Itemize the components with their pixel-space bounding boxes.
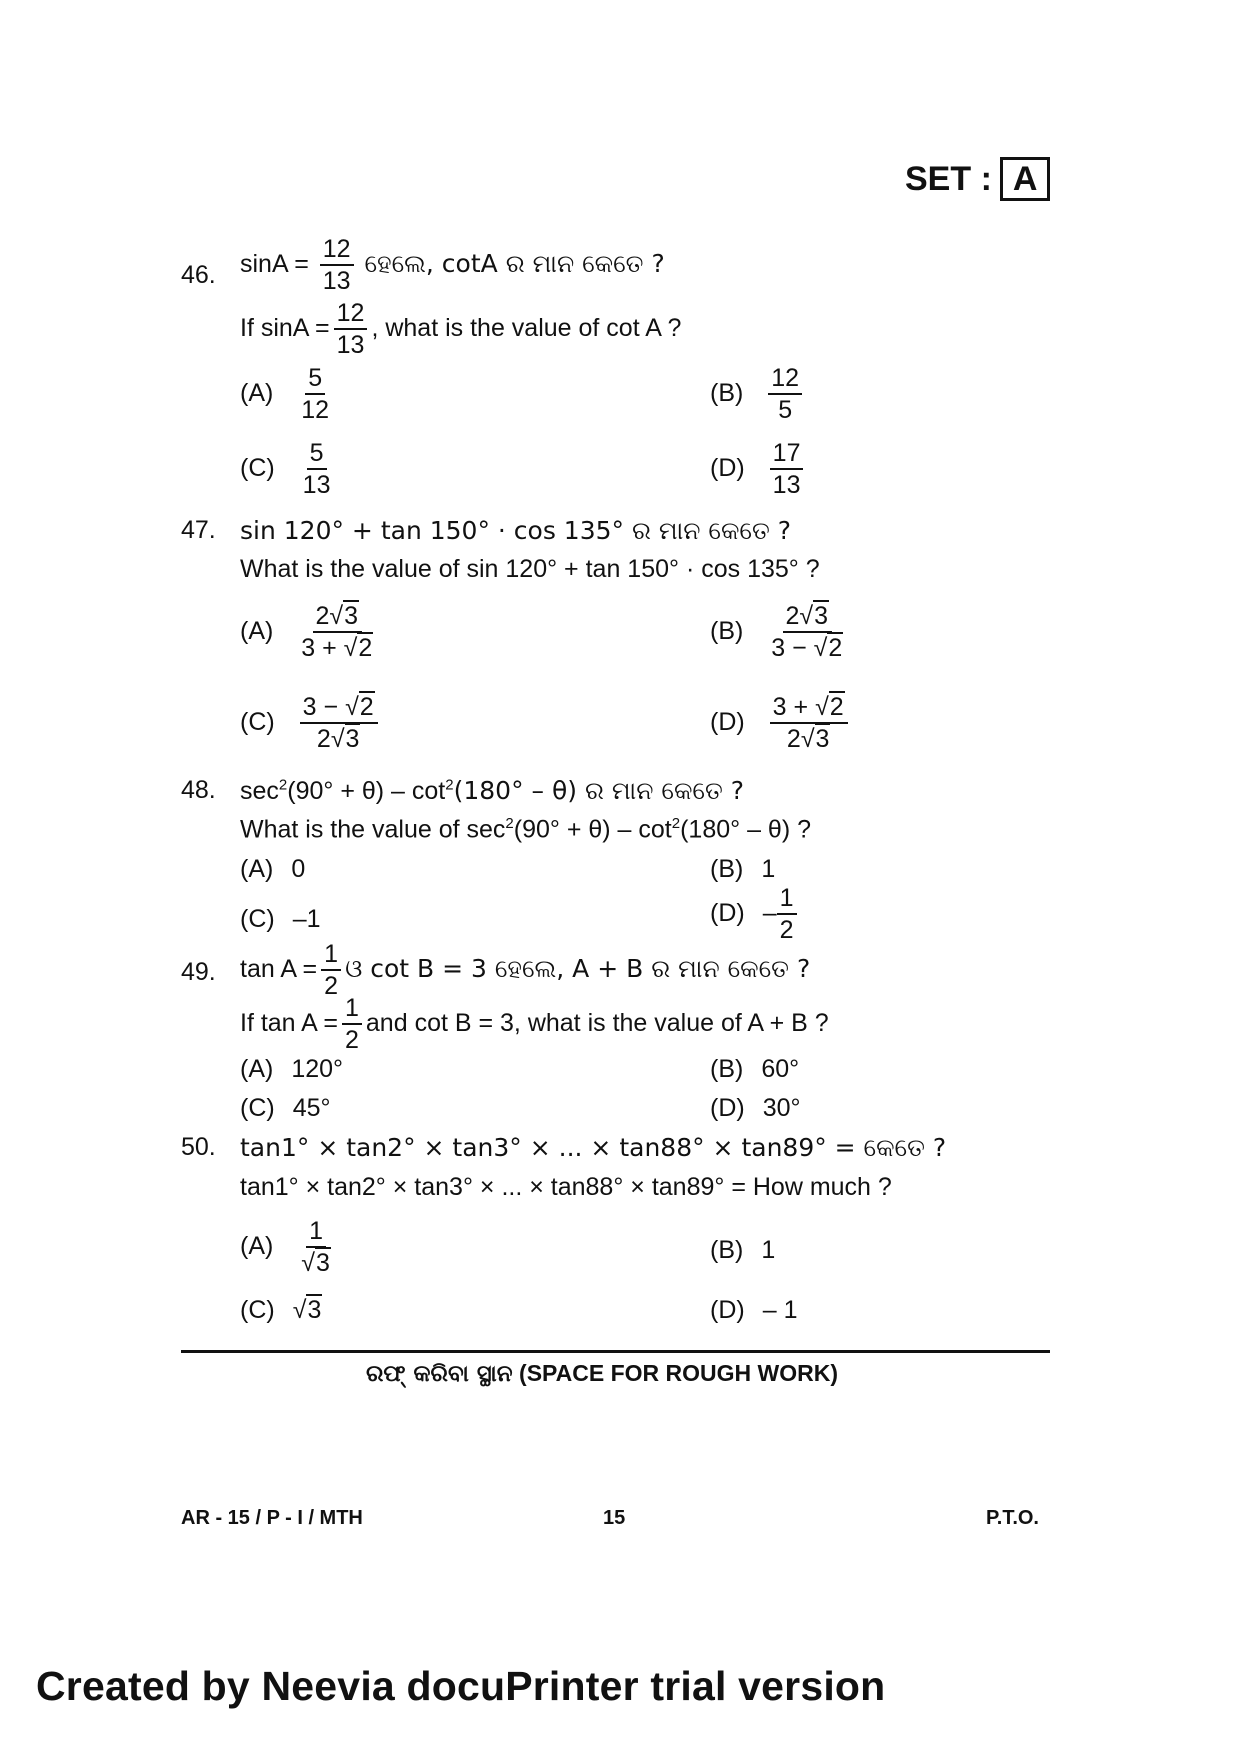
q49-option-c[interactable]: (C) 45° [240, 1094, 331, 1122]
q48-option-c[interactable]: (C) –1 [240, 905, 321, 933]
q48-option-b[interactable]: (B) 1 [710, 855, 776, 883]
q49-option-b[interactable]: (B) 60° [710, 1055, 800, 1083]
q50-option-b[interactable]: (B) 1 [710, 1236, 776, 1264]
q49-number: 49. [181, 958, 216, 986]
q48-english: What is the value of $\sec^2(90^\circ + \theta) - \cot^2(180^\circ - \theta)$ ? [240, 815, 812, 844]
q50-english: tan1° × tan2° × tan3° × ... × tan88° × tan89° = How much ? [240, 1173, 892, 1201]
q46-english: If sinA = $\frac{12}{13}$ , what is the value of cot A ? [240, 299, 682, 360]
q47-number: 47. [181, 516, 216, 544]
q46-option-b[interactable]: (B) $\frac{12}{5}$ [710, 365, 806, 424]
page-number: 15 [603, 1507, 626, 1529]
footer-code: AR - 15 / P - I / MTH [181, 1507, 363, 1529]
q46-number: 46. [181, 261, 216, 289]
q46-option-a[interactable]: (A) $\frac{5}{12}$ [240, 364, 330, 425]
q48-number: 48. [181, 776, 216, 804]
q49-odia: tan A = $\frac{1}{2}$ ଓ cot B = 3 ହେଲେ, A + B ର ମାନ କେତେ ? [240, 940, 811, 1001]
rough-work-label: ରଫ୍ କରିବା ସ୍ଥାନ (SPACE FOR ROUGH WORK) [366, 1360, 839, 1387]
q47-odia: sin 120° + tan 150° · cos 135° ର ମାନ କେତେ ? [240, 516, 792, 545]
set-label: SET : A [905, 160, 1050, 199]
q47-option-b[interactable]: (B) $\frac{2√3}{3 - √2}$ [710, 602, 843, 663]
q48-option-a[interactable]: (A) 0 [240, 855, 306, 883]
q46-odia: sinA = $\frac{12}{13}$ ହେଲେ, cotA ର ମାନ କେତେ ? [240, 235, 665, 296]
q47-option-c[interactable]: (C) $\frac{3 - √2}{2√3}$ [240, 694, 382, 753]
q47-option-a[interactable]: (A) $\frac{2√3}{3 + √2}$ [240, 602, 373, 663]
q46-option-d[interactable]: (D) $\frac{17}{13}$ [710, 440, 807, 499]
q50-option-d[interactable]: (D) – 1 [710, 1296, 798, 1324]
q47-option-d[interactable]: (D) $\frac{3 + √2}{2√3}$ [710, 694, 852, 753]
q50-option-c[interactable]: (C) √3 [240, 1296, 322, 1324]
q48-option-d[interactable]: (D) – $\frac{1}{2}$ [710, 885, 801, 944]
q46-option-c[interactable]: (C) $\frac{5}{13}$ [240, 439, 331, 500]
q49-option-a[interactable]: (A) 120° [240, 1055, 344, 1083]
q49-option-d[interactable]: (D) 30° [710, 1094, 801, 1122]
q50-option-a[interactable]: (A) $\frac{1}{√3}$ [240, 1217, 330, 1278]
trial-watermark: Created by Neevia docuPrinter trial version [36, 1663, 886, 1709]
q50-number: 50. [181, 1133, 216, 1161]
q50-odia: tan1° × tan2° × tan3° × ... × tan88° × tan89° = କେତେ ? [240, 1133, 947, 1162]
q49-english: If tan A = $\frac{1}{2}$ and cot B = 3, what is the value of A + B ? [240, 994, 829, 1055]
rough-work-divider [181, 1350, 1050, 1353]
q47-english: What is the value of sin 120° + tan 150° · cos 135° ? [240, 555, 820, 583]
set-value: A [1000, 157, 1051, 201]
q48-odia: $\sec^2(90^\circ + \theta) - \cot^2(180^\circ - \theta)$ ର ମାନ କେତେ ? [240, 776, 744, 805]
pto-label: P.T.O. [986, 1507, 1039, 1529]
